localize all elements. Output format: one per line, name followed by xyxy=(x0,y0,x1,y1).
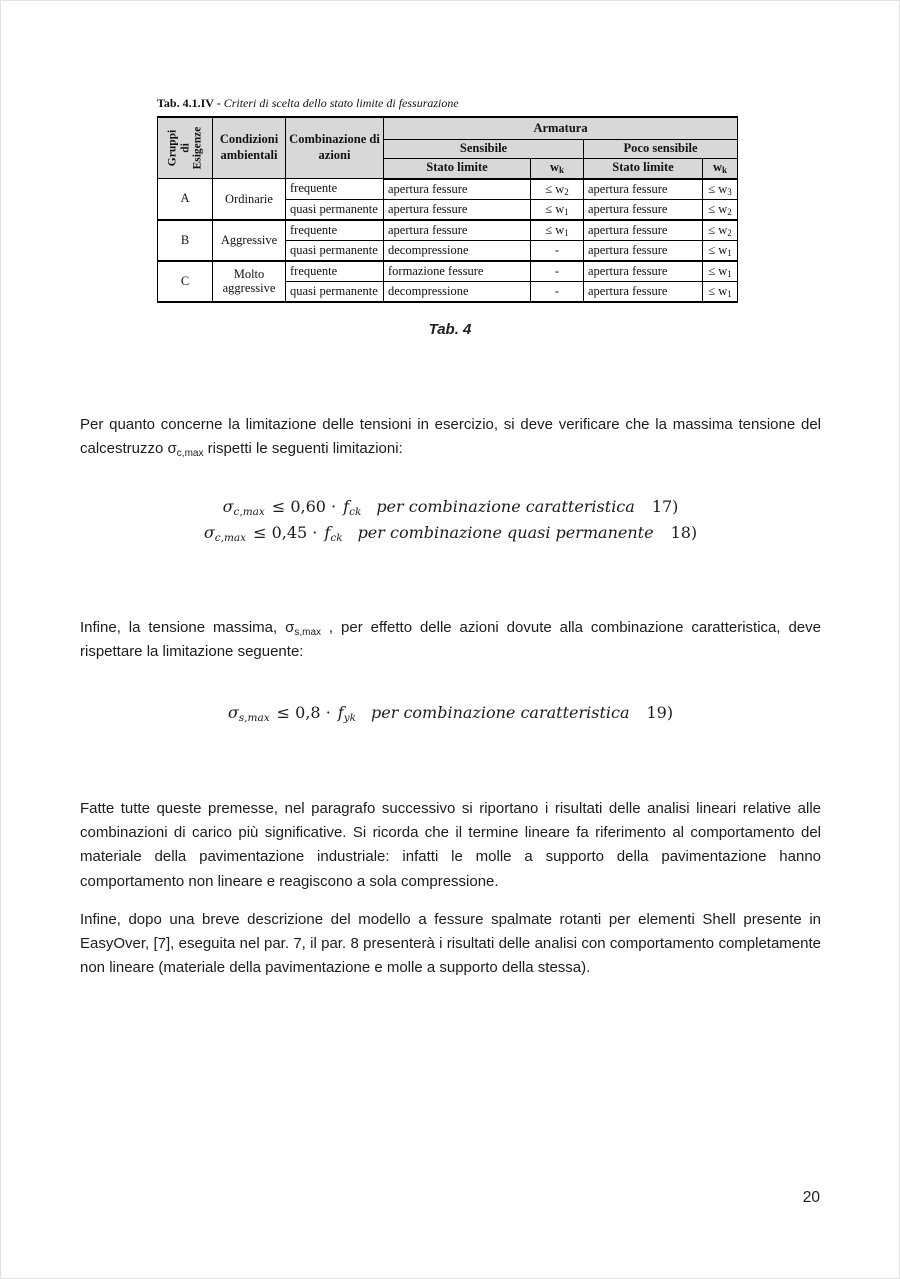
paragraph-tensione-massima: Infine, la tensione massima, $\sigma_{s,max}$ , per effetto delle azioni dovute alla combinazione caratteristica, deve rispettare la limitazione seguente: xyxy=(80,619,821,661)
cell-wk-poco-sensibile: ≤ $w_2$ xyxy=(703,220,738,241)
cell-azione: quasi permanente xyxy=(286,199,384,220)
paragraph-premesse-analisi-lineari: Fatte tutte queste premesse, nel paragrafo successivo si riportano i risultati delle analisi lineari relative alle combinazioni di carico più significative. Si ricorda che il termine lineare fa riferimento al comportamento del materiale della pavimentazione industriale: infatti le molle a supporto della pavimentazione hanno comportamento non lineare e reagiscono a sola compressione. xyxy=(80,800,821,890)
cell-azione: frequente xyxy=(286,261,384,282)
paragraph-modello-fessure-spalmate: Infine, dopo una breve descrizione del modello a fessure spalmate rotanti per elementi Shell presente in EasyOver, [7], eseguita nel par. 7, il par. 8 presenterà i risultati delle analisi con comportamento completamente non lineare (materiale della pavimentazione e molle a supporto della stessa). xyxy=(80,911,821,977)
cell-wk-poco-sensibile: ≤ $w_1$ xyxy=(703,240,738,261)
header-condizioni-ambientali: Condizioni ambientali xyxy=(213,117,286,179)
table-row xyxy=(158,261,738,282)
cell-gruppo-c: C xyxy=(158,261,213,302)
header-gruppi-esigenze-label: Gruppi di Esigenze xyxy=(166,126,204,170)
cell-wk-poco-sensibile: ≤ $w_2$ xyxy=(703,199,738,220)
cell-wk-sensibile: - xyxy=(531,261,584,282)
cell-stato-poco-sensibile: apertura fessure xyxy=(584,240,703,261)
cell-stato-sensibile: apertura fessure xyxy=(384,199,531,220)
header-poco-sensibile: Poco sensibile xyxy=(584,140,738,159)
header-wk-poco-sensibile: $w_k$ xyxy=(703,158,738,179)
formula-block-19 xyxy=(80,700,821,726)
cell-gruppo-b: B xyxy=(158,220,213,261)
table-row xyxy=(158,179,738,200)
cell-condizioni-molto-aggressive: Molto aggressive xyxy=(213,261,286,302)
cell-wk-poco-sensibile: ≤ $w_1$ xyxy=(703,261,738,282)
cell-stato-poco-sensibile: apertura fessure xyxy=(584,220,703,241)
cell-stato-poco-sensibile: apertura fessure xyxy=(584,199,703,220)
cell-gruppo-a: A xyxy=(158,179,213,220)
cell-wk-sensibile: ≤ $w_1$ xyxy=(531,220,584,241)
crack-limit-table xyxy=(157,116,738,303)
cell-stato-poco-sensibile: apertura fessure xyxy=(584,179,703,200)
header-combinazione-azioni: Combinazione di azioni xyxy=(286,117,384,179)
cell-stato-sensibile: apertura fessure xyxy=(384,220,531,241)
cell-wk-sensibile: - xyxy=(531,240,584,261)
cell-stato-sensibile: apertura fessure xyxy=(384,179,531,200)
cell-stato-sensibile: decompressione xyxy=(384,281,531,302)
cell-wk-poco-sensibile: ≤ $w_3$ xyxy=(703,179,738,200)
crack-limit-table-block xyxy=(157,96,737,303)
table-caption: Tab. 4 xyxy=(428,321,472,338)
cell-condizioni-aggressive: Aggressive xyxy=(213,220,286,261)
cell-wk-poco-sensibile: ≤ $w_1$ xyxy=(703,281,738,302)
cell-stato-sensibile: formazione fessure xyxy=(384,261,531,282)
sigma-smax-subscript: s,max xyxy=(294,627,322,638)
formula-18: $\sigma_{c,max} \le 0,45 \cdot f_{ck}$ per combinazione quasi permanente 18) xyxy=(203,523,698,544)
formula-17: $\sigma_{c,max} \le 0,60 \cdot f_{ck}$ per combinazione caratteristica 17) xyxy=(222,497,679,518)
formula-19: $\sigma_{s,max} \le 0,8 \cdot f_{yk}$ per combinazione caratteristica 19) xyxy=(227,703,674,724)
sigma-cmax-subscript: c,max xyxy=(176,448,204,460)
cell-stato-sensibile: decompressione xyxy=(384,240,531,261)
cell-stato-poco-sensibile: apertura fessure xyxy=(584,261,703,282)
header-gruppi-esigenze xyxy=(158,117,213,179)
cell-azione: quasi permanente xyxy=(286,281,384,302)
formula-block-17-18 xyxy=(80,494,821,546)
header-stato-limite-poco-sensibile: Stato limite xyxy=(584,158,703,179)
cell-stato-poco-sensibile: apertura fessure xyxy=(584,281,703,302)
cell-wk-sensibile: ≤ $w_2$ xyxy=(531,179,584,200)
table-title xyxy=(157,96,737,111)
cell-azione: frequente xyxy=(286,179,384,200)
table-row xyxy=(158,220,738,241)
cell-wk-sensibile: ≤ $w_1$ xyxy=(531,199,584,220)
header-stato-limite-sensibile: Stato limite xyxy=(384,158,531,179)
paragraph-tensioni-esercizio: Per quanto concerne la limitazione delle tensioni in esercizio, si deve verificare che la massima tensione del calcestruzzo $\sigma_{c,max}$ rispetti le seguenti limitazioni: xyxy=(80,416,821,460)
cell-azione: frequente xyxy=(286,220,384,241)
cell-azione: quasi permanente xyxy=(286,240,384,261)
header-wk-sensibile: $w_k$ xyxy=(531,158,584,179)
cell-condizioni-ordinarie: Ordinarie xyxy=(213,179,286,220)
table-title-text: Criteri di scelta dello stato limite di fessurazione xyxy=(223,96,459,110)
table-title-label: Tab. 4.1.IV - xyxy=(157,96,224,110)
header-sensibile: Sensibile xyxy=(384,140,584,159)
cell-wk-sensibile: - xyxy=(531,281,584,302)
header-armatura: Armatura xyxy=(384,117,738,140)
page-number: 20 xyxy=(802,1189,820,1206)
